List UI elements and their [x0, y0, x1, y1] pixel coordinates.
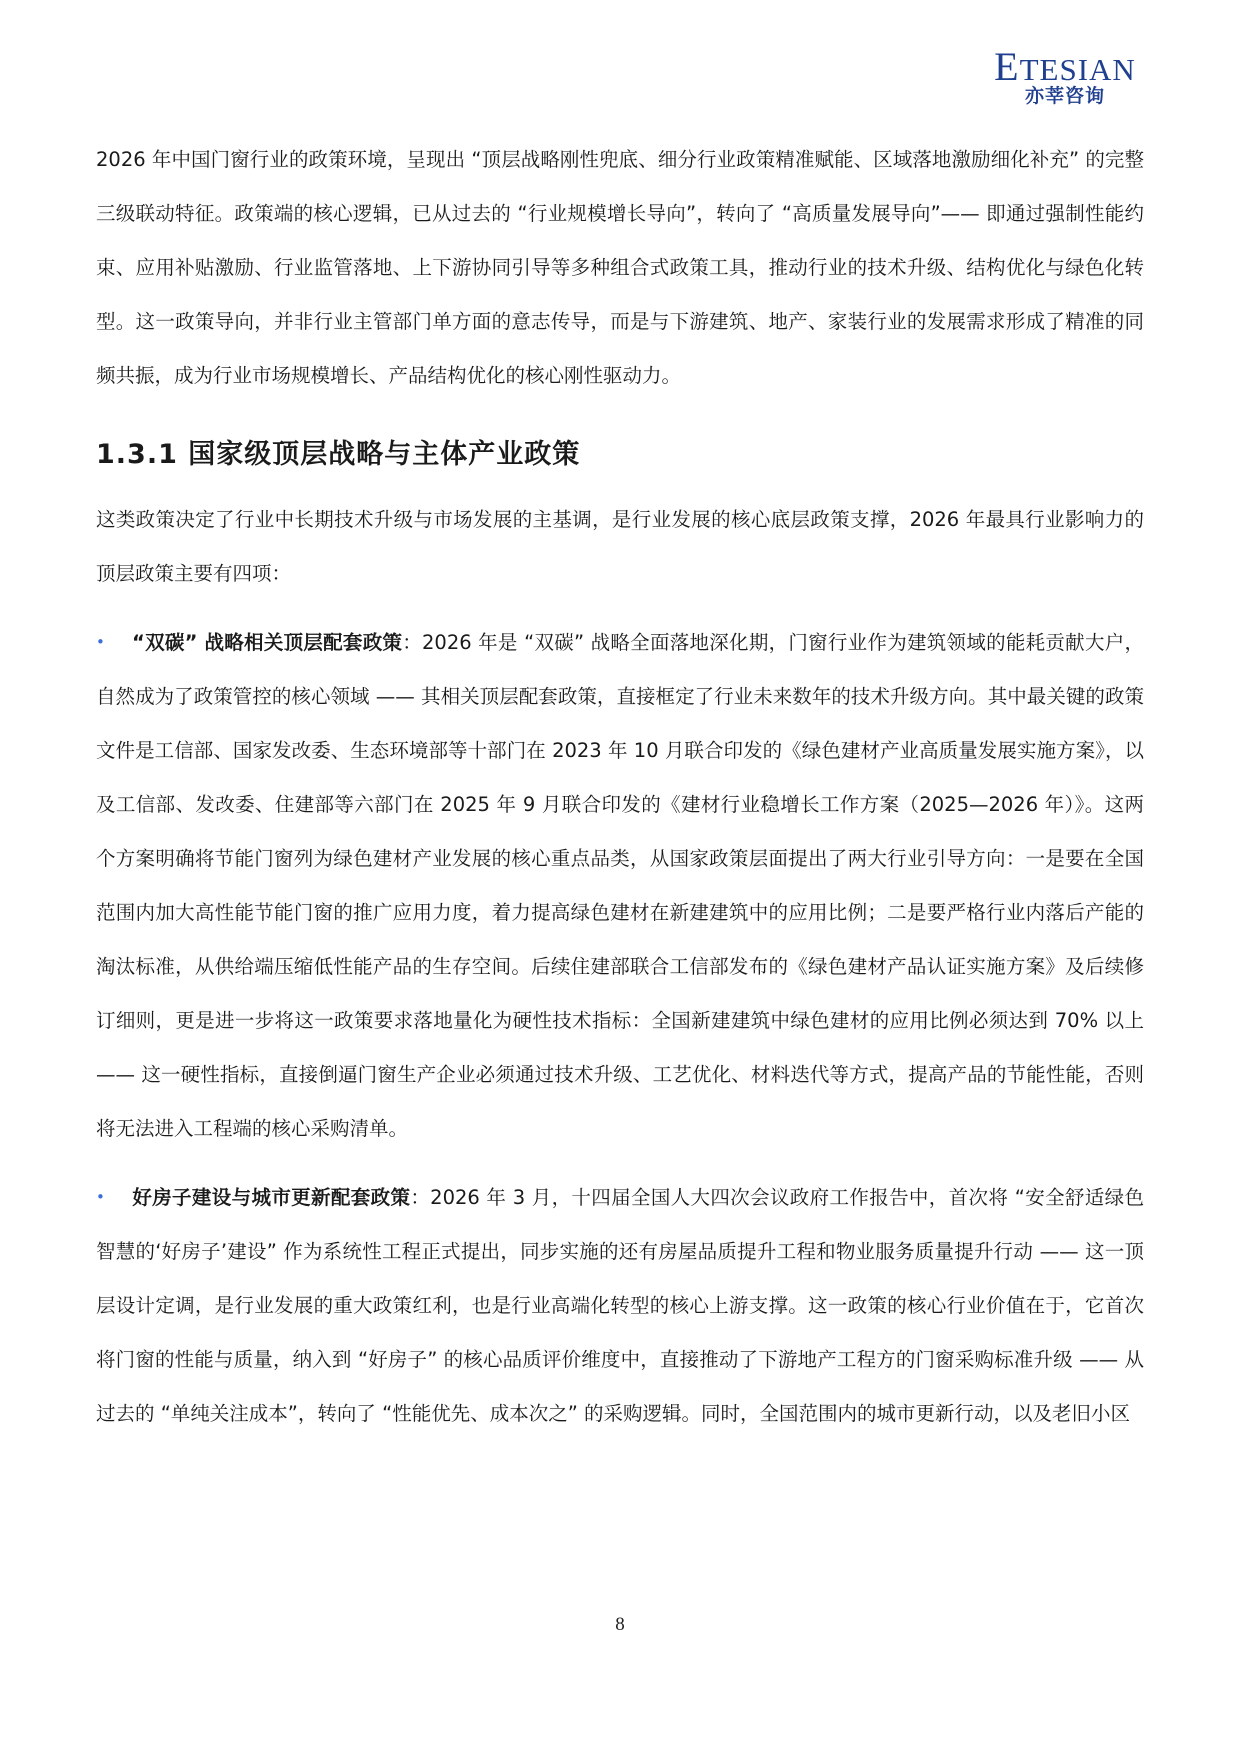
document-body — [96, 133, 1144, 1441]
section-lead-paragraph: 这类政策决定了行业中长期技术升级与市场发展的主基调，是行业发展的核心底层政策支撑，2026 年最具行业影响力的顶层政策主要有四项： — [96, 508, 1144, 585]
bullet-item-dual-carbon — [96, 615, 1144, 1156]
logo-chinese: 亦莘咨询 — [1024, 85, 1105, 107]
bullet-text: ：2026 年是 “双碳” 战略全面落地深化期，门窗行业作为建筑领域的能耗贡献大户，自然成为了政策管控的核心领域 —— 其相关顶层配套政策，直接框定了行业未来数年的技术升级方向。其中最关键的政策文件是工信部、国家发改委、生态环境部等十部门在 2023 年 10 月联合印发的《绿色建材产业高质量发展实施方案》，以及工信部、发改委、住建部等六部门在 2025 年 9 月联合印发的《建材行业稳增长工作方案（2025—2026 年）》。这两个方案明确将节能门窗列为绿色建材产业发展的核心重点品类，从国家政策层面提出了两大行业引导方向：一是要在全国范围内加大高性能节能门窗的推广应用力度，着力提高绿色建材在新建建筑中的应用比例；二是要严格行业内落后产能的淘汰标准，从供给端压缩低性能产品的生存空间。后续住建部联合工信部发布的《绿色建材产品认证实施方案》及后续修订细则，更是进一步将这一政策要求落地量化为硬性技术指标：全国新建建筑中绿色建材的应用比例必须达到 70% 以上 —— 这一硬性指标，直接倒逼门窗生产企业必须通过技术升级、工艺优化、材料迭代等方式，提高产品的节能性能，否则将无法进入工程端的核心采购清单。 — [96, 631, 1144, 1140]
bullet-marker-icon: • — [96, 633, 105, 651]
logo-initial: E — [994, 44, 1020, 89]
bullet-marker-icon: • — [96, 1188, 105, 1206]
company-logo — [980, 44, 1150, 107]
intro-paragraph: 2026 年中国门窗行业的政策环境，呈现出 “顶层战略刚性兜底、细分行业政策精准赋能、区域落地激励细化补充” 的完整三级联动特征。政策端的核心逻辑，已从过去的 “行业规模增长导向”，转向了 “高质量发展导向”—— 即通过强制性能约束、应用补贴激励、行业监管落地、上下游协同引导等多种组合式政策工具，推动行业的技术升级、结构优化与绿色化转型。这一政策导向，并非行业主管部门单方面的意志传导，而是与下游建筑、地产、家装行业的发展需求形成了精准的同频共振，成为行业市场规模增长、产品结构优化的核心刚性驱动力。 — [96, 148, 1144, 387]
bullet-text: ：2026 年 3 月，十四届全国人大四次会议政府工作报告中，首次将 “安全舒适绿色智慧的‘好房子’建设” 作为系统性工程正式提出，同步实施的还有房屋品质提升工程和物业服务质量提升行动 —— 这一顶层设计定调，是行业发展的重大政策红利，也是行业高端化转型的核心上游支撑。这一政策的核心行业价值在于，它首次将门窗的性能与质量，纳入到 “好房子” 的核心品质评价维度中，直接推动了下游地产工程方的门窗采购标准升级 —— 从过去的 “单纯关注成本”，转向了 “性能优先、成本次之” 的采购逻辑。同时，全国范围内的城市更新行动，以及老旧小区 — [96, 1186, 1144, 1425]
section-heading: 1.3.1 国家级顶层战略与主体产业政策 — [96, 439, 581, 470]
bullet-item-good-house — [96, 1170, 1144, 1441]
page-number: 8 — [615, 1614, 625, 1635]
logo-rest: TESIAN — [1019, 52, 1136, 87]
bullet-title: “双碳” 战略相关顶层配套政策 — [132, 631, 403, 654]
bullet-title: 好房子建设与城市更新配套政策 — [132, 1186, 411, 1209]
logo-english — [980, 44, 1150, 89]
